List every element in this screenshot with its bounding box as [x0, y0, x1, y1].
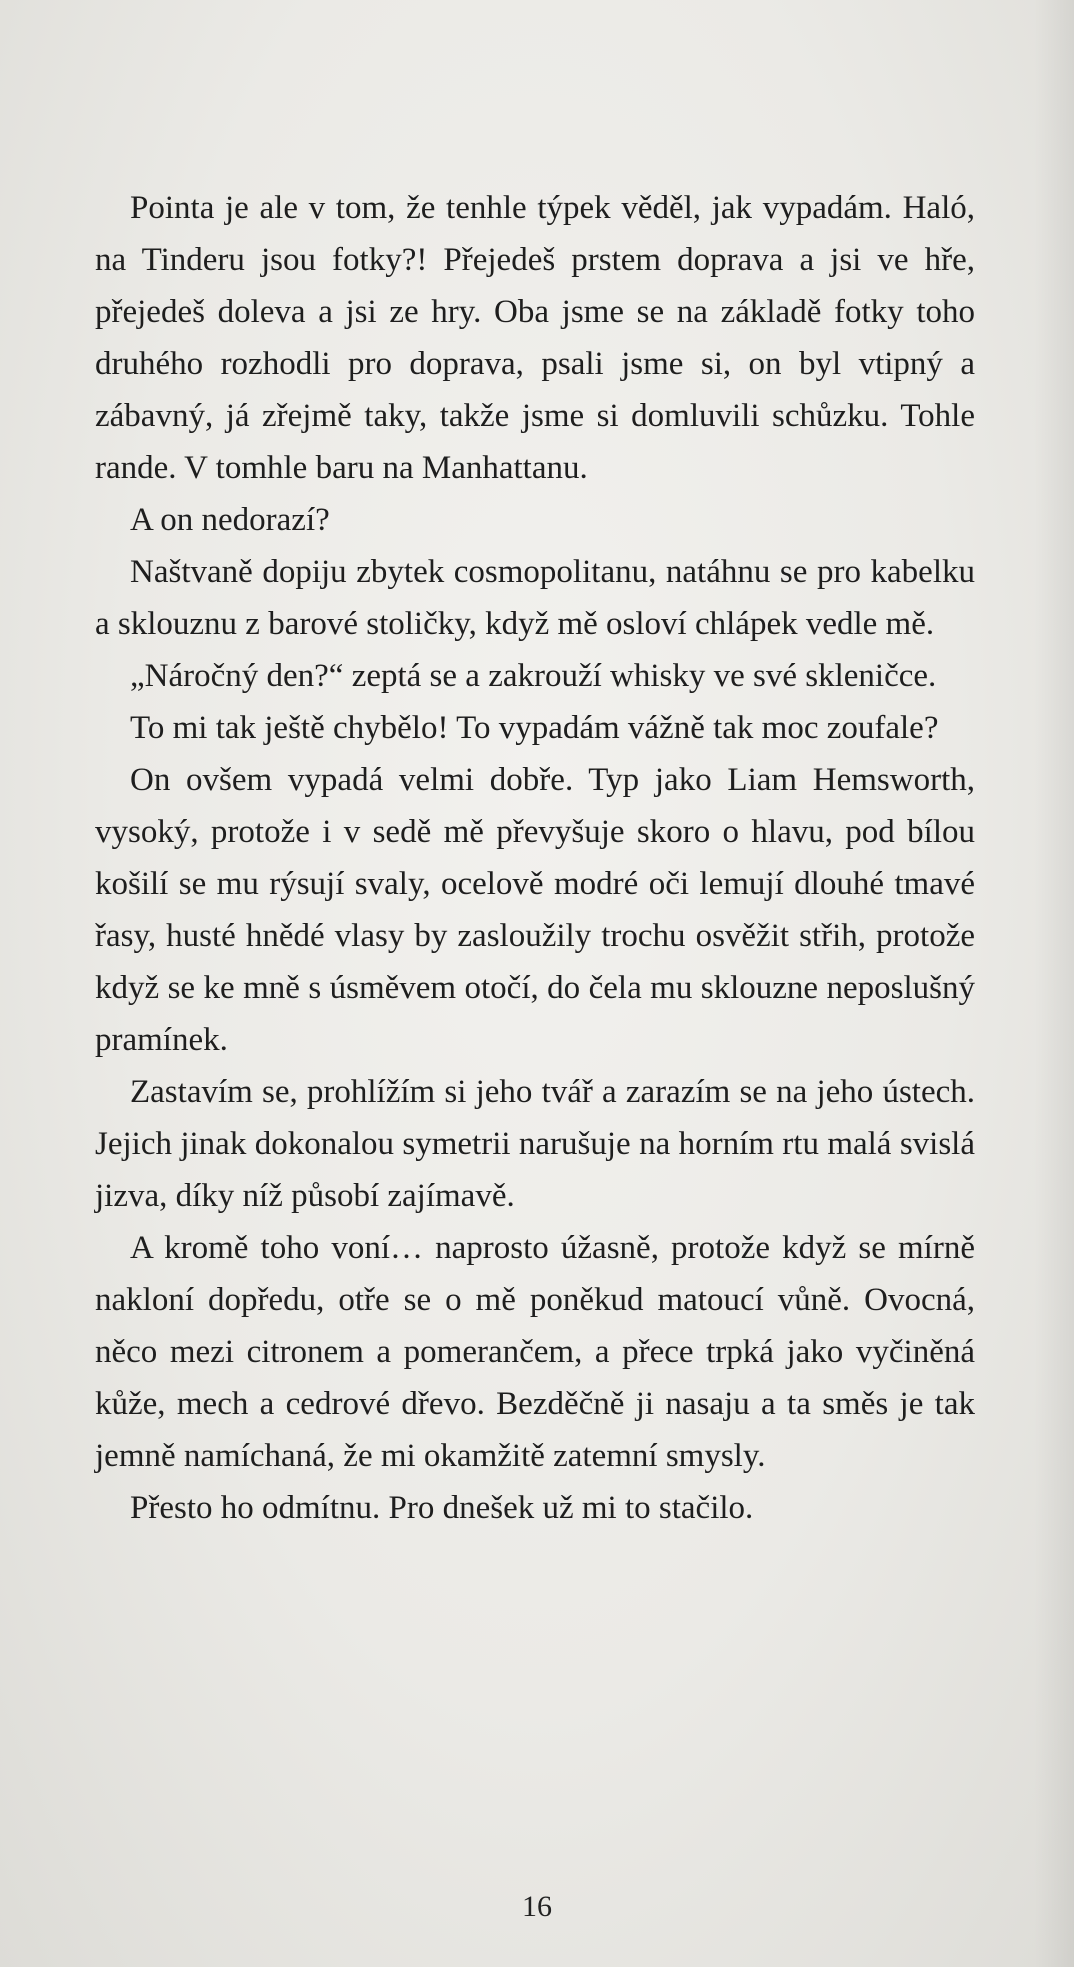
paragraph: Zastavím se, prohlížím si jeho tvář a zarazím se na jeho ústech. Jejich jinak dokonalou symetrii narušuje na horním rtu malá svislá jizva, díky níž působí zajímavě. — [95, 1074, 975, 1214]
paragraph: Přesto ho odmítnu. Pro dnešek už mi to stačilo. — [130, 1490, 754, 1526]
body-text — [95, 182, 975, 1534]
paragraph: Naštvaně dopiju zbytek cosmopolitanu, natáhnu se pro kabelku a sklouznu z barové stoličky, když mě osloví chlápek vedle mě. — [95, 554, 975, 642]
page-number: 16 — [522, 1890, 552, 1923]
paragraph: On ovšem vypadá velmi dobře. Typ jako Liam Hemsworth, vysoký, protože i v sedě mě převyšuje skoro o hlavu, pod bílou košilí se mu rýsují svaly, ocelově modré oči lemují dlouhé tmavé řasy, husté hnědé vlasy by zasloužily trochu osvěžit střih, protože když se ke mně s úsměvem otočí, do čela mu sklouzne neposlušný pramínek. — [95, 762, 975, 1058]
paragraph: To mi tak ještě chybělo! To vypadám vážně tak moc zoufale? — [130, 710, 939, 746]
paragraph: A on nedorazí? — [130, 502, 330, 538]
paragraph: Pointa je ale v tom, že tenhle týpek věděl, jak vypadám. Haló, na Tinderu jsou fotky?! Přejedeš prstem doprava a jsi ve hře, přejedeš doleva a jsi ze hry. Oba jsme se na základě fotky toho druhého rozhodli pro doprava, psali jsme si, on byl vtipný a zábavný, já zřejmě taky, takže jsme si domluvili schůzku. Tohle rande. V tomhle baru na Manhattanu. — [95, 190, 975, 486]
paragraph: A kromě toho voní… naprosto úžasně, protože když se mírně nakloní dopředu, otře se o mě poněkud matoucí vůně. Ovocná, něco mezi citronem a pomerančem, a přece trpká jako vyčiněná kůže, mech a cedrové dřevo. Bezděčně ji nasaju a ta směs je tak jemně namíchaná, že mi okamžitě zatemní smysly. — [95, 1230, 975, 1474]
paragraph: „Náročný den?“ zeptá se a zakrouží whisky ve své skleničce. — [130, 658, 937, 694]
